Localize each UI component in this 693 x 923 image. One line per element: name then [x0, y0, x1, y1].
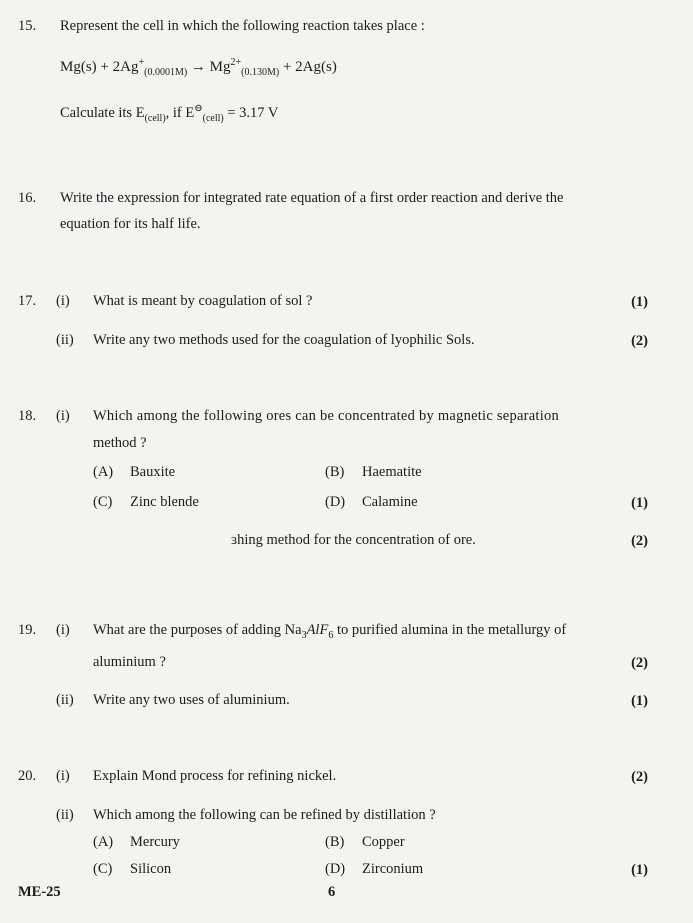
question-16-line1: Write the expression for integrated rate equation of a first order reaction and derive the [60, 190, 564, 206]
question-20-part-i-marks: (2) [631, 769, 648, 785]
question-20-option-d-text: Zirconium [362, 861, 424, 877]
question-15-number: 15. [18, 18, 37, 34]
question-18-option-a-text: Bauxite [130, 464, 176, 480]
question-19-part-ii-label: (ii) [56, 692, 74, 708]
question-17-part-ii-marks: (2) [631, 333, 648, 349]
question-19-part-i-line1: What are the purposes of adding $Na_3AlF_6$ to purified alumina in the metallurgy of [93, 622, 567, 641]
question-20-part-i-text: Explain Mond process for refining nickel. [93, 768, 337, 784]
question-19-part-i-marks: (2) [631, 655, 648, 671]
question-20-part-ii-marks: (1) [631, 862, 648, 878]
question-17-part-i-marks: (1) [631, 294, 648, 310]
question-19-part-i-label: (i) [56, 622, 70, 638]
question-19-part-ii-marks: (1) [631, 693, 648, 709]
question-18-number: 18. [18, 408, 37, 424]
question-20-part-ii-text: Which among the following can be refined by distillation ? [93, 807, 436, 823]
question-16-number: 16. [18, 190, 37, 206]
question-15-calculation: Calculate its $E_{(cell)}$, if $E^⊖_{(cell)} = 3.17$ V [60, 103, 279, 124]
question-18-option-b-text: Haematite [362, 464, 422, 480]
question-20-option-c-key: (C) [93, 861, 113, 877]
question-18-option-a-key: (A) [93, 464, 114, 480]
question-18-part-i-label: (i) [56, 408, 70, 424]
question-17-number: 17. [18, 293, 37, 309]
question-17-part-i-label: (i) [56, 293, 70, 309]
question-18-option-d-text: Calamine [362, 494, 418, 510]
question-19-number: 19. [18, 622, 37, 638]
question-20-part-ii-label: (ii) [56, 807, 74, 823]
question-20-option-a-text: Mercury [130, 834, 180, 850]
question-18-part-i-line1: Which among the following ores can be concentrated by magnetic separation [93, 408, 559, 424]
question-18-part-ii-text: ɜhing method for the concentration of ore. [231, 532, 476, 548]
question-15-reaction: $Mg(s) + 2Ag^+_{(0.0001M)} \to Mg^{2+}_{(0.130M)} + 2Ag(s)$ [60, 57, 337, 78]
question-18-option-c-text: Zinc blende [130, 494, 199, 510]
question-20-option-d-key: (D) [325, 861, 346, 877]
question-18-part-ii-marks: (2) [631, 533, 648, 549]
question-19-part-i-line2: aluminium ? [93, 654, 166, 670]
question-20-part-i-label: (i) [56, 768, 70, 784]
footer-page-number: 6 [328, 884, 336, 900]
question-18-part-i-marks: (1) [631, 495, 648, 511]
footer-paper-code: ME-25 [18, 884, 61, 900]
question-20-option-b-text: Copper [362, 834, 405, 850]
question-17-part-ii-label: (ii) [56, 332, 74, 348]
question-20-option-a-key: (A) [93, 834, 114, 850]
question-17-part-i-text: What is meant by coagulation of sol ? [93, 293, 313, 309]
question-18-option-b-key: (B) [325, 464, 345, 480]
question-20-option-b-key: (B) [325, 834, 345, 850]
question-17-part-ii-text: Write any two methods used for the coagulation of lyophilic Sols. [93, 332, 475, 348]
question-18-part-i-line2: method ? [93, 435, 147, 451]
question-19-part-ii-text: Write any two uses of aluminium. [93, 692, 290, 708]
question-15-text: Represent the cell in which the following reaction takes place : [60, 18, 425, 34]
question-18-option-c-key: (C) [93, 494, 113, 510]
question-18-option-d-key: (D) [325, 494, 346, 510]
question-20-option-c-text: Silicon [130, 861, 172, 877]
question-20-number: 20. [18, 768, 37, 784]
question-16-line2: equation for its half life. [60, 216, 201, 232]
